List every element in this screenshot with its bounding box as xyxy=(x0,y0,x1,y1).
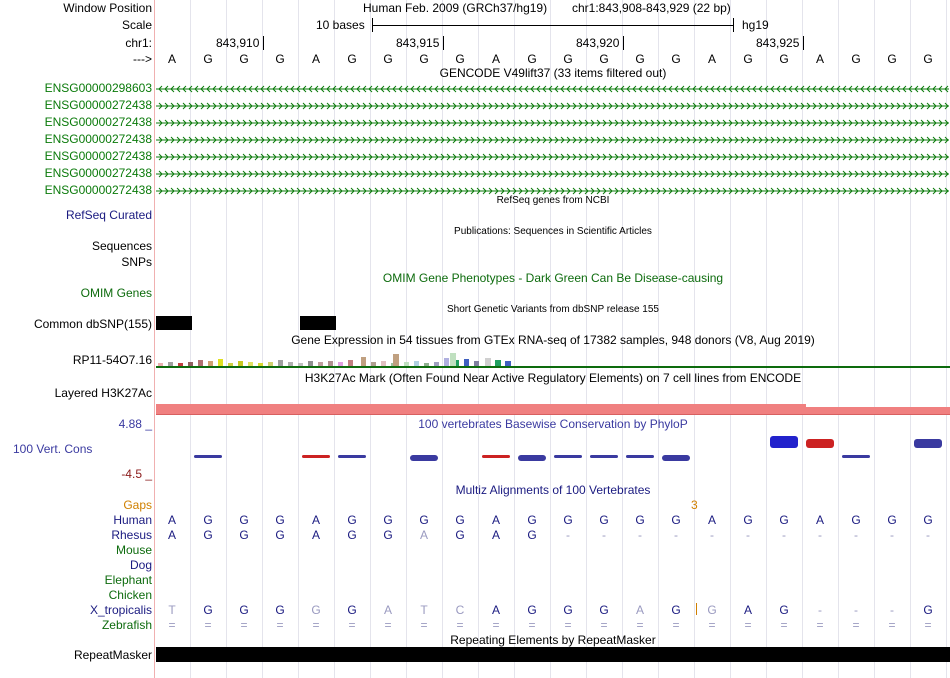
gtex-bar[interactable] xyxy=(485,358,491,366)
phylop-glyph xyxy=(626,455,654,458)
ruler-tick-label: 843,925 xyxy=(756,36,800,50)
alignment-base: G xyxy=(779,603,789,617)
phylop-glyph xyxy=(338,455,366,458)
alignment-base: - xyxy=(890,528,894,542)
phylop-track-title[interactable]: 100 vertebrates Basewise Conservation by PhyloP xyxy=(418,417,688,431)
base-letter: G xyxy=(779,52,789,66)
alignment-base: G xyxy=(563,603,573,617)
base-letter: G xyxy=(851,52,861,66)
gene-feature[interactable] xyxy=(156,151,949,161)
repeat-element[interactable] xyxy=(156,647,950,662)
alignment-base: G xyxy=(347,513,357,527)
alignment-base: = xyxy=(384,618,392,632)
alignment-base: = xyxy=(600,618,608,632)
phylop-glyph xyxy=(770,436,798,448)
gtex-bar[interactable] xyxy=(464,359,469,366)
species-label[interactable]: Dog xyxy=(129,558,152,572)
gene-feature[interactable] xyxy=(156,100,949,110)
alignment-base: = xyxy=(276,618,284,632)
gtex-bar[interactable] xyxy=(361,357,366,366)
gencode-track-title[interactable]: GENCODE V49lift37 (33 items filtered out) xyxy=(439,66,667,80)
alignment-base: = xyxy=(564,618,572,632)
gaps-label[interactable]: Gaps xyxy=(123,498,152,512)
alignment-base: - xyxy=(854,528,858,542)
alignment-base: G xyxy=(707,603,717,617)
insertion-marker xyxy=(696,603,697,615)
alignment-base: G xyxy=(347,528,357,542)
gene-feature[interactable] xyxy=(156,134,949,144)
alignment-base: T xyxy=(420,603,428,617)
ruler-tick-label: 843,910 xyxy=(216,36,260,50)
alignment-base: G xyxy=(563,513,573,527)
species-label[interactable]: Zebrafish xyxy=(101,618,152,632)
gtex-bar[interactable] xyxy=(444,358,449,366)
base-letter: G xyxy=(275,52,285,66)
species-label[interactable]: Chicken xyxy=(108,588,152,602)
refseq-label[interactable]: RefSeq Curated xyxy=(65,208,152,222)
repeat-track-title[interactable]: Repeating Elements by RepeatMasker xyxy=(450,633,656,647)
species-label[interactable]: Elephant xyxy=(104,573,152,587)
alignment-base: G xyxy=(851,513,861,527)
alignment-base: = xyxy=(672,618,680,632)
h3k27ac-signal xyxy=(156,404,806,414)
window-position-value[interactable]: chr1:843,908-843,929 (22 bp) xyxy=(572,1,731,15)
alignment-base: A xyxy=(311,513,320,527)
alignment-base: = xyxy=(240,618,248,632)
base-letter: A xyxy=(707,52,716,66)
alignment-base: G xyxy=(527,513,537,527)
gene-label[interactable]: ENSG00000272438 xyxy=(44,115,152,129)
gtex-bar[interactable] xyxy=(450,353,456,366)
phylop-glyph xyxy=(662,455,690,461)
alignment-base: A xyxy=(743,603,752,617)
base-letter: A xyxy=(815,52,824,66)
alignment-base: = xyxy=(204,618,212,632)
h3k27ac-baseline xyxy=(156,414,950,415)
gene-label[interactable]: ENSG00000272438 xyxy=(44,149,152,163)
base-letter: G xyxy=(599,52,609,66)
alignment-base: A xyxy=(491,603,500,617)
ruler-tick xyxy=(443,36,444,50)
gtex-gene-label[interactable]: RP11-54O7.16 xyxy=(72,353,152,367)
ruler-tick xyxy=(623,36,624,50)
phylop-glyph xyxy=(518,455,546,461)
alignment-base: G xyxy=(203,513,213,527)
base-letter: G xyxy=(635,52,645,66)
base-letter: G xyxy=(347,52,357,66)
alignment-base: G xyxy=(743,513,753,527)
alignment-base: = xyxy=(420,618,428,632)
alignment-base: G xyxy=(203,528,213,542)
common-dbsnp-label[interactable]: Common dbSNP(155) xyxy=(33,317,152,331)
alignment-base: = xyxy=(924,618,932,632)
publications-track-title[interactable]: Publications: Sequences in Scientific Articles xyxy=(454,226,652,237)
gene-label[interactable]: ENSG00000272438 xyxy=(44,132,152,146)
alignment-base: A xyxy=(815,513,824,527)
phylop-glyph xyxy=(482,455,510,458)
gtex-bar[interactable] xyxy=(218,359,223,366)
alignment-base: - xyxy=(602,528,606,542)
omim-label[interactable]: OMIM Genes xyxy=(80,286,152,300)
alignment-base: A xyxy=(707,513,716,527)
alignment-base: = xyxy=(780,618,788,632)
alignment-base: G xyxy=(527,603,537,617)
phylop-max: 4.88 _ xyxy=(118,417,152,431)
phylop-glyph xyxy=(806,439,834,448)
alignment-base: = xyxy=(708,618,716,632)
base-letter: G xyxy=(887,52,897,66)
sequences-label[interactable]: Sequences xyxy=(91,239,152,253)
alignment-base: T xyxy=(168,603,176,617)
phylop-glyph xyxy=(554,455,582,458)
phylop-min: -4.5 _ xyxy=(121,467,152,481)
alignment-base: G xyxy=(275,513,285,527)
alignment-base: = xyxy=(456,618,464,632)
scale-bar xyxy=(372,25,734,26)
alignment-base: = xyxy=(168,618,176,632)
phylop-glyph xyxy=(590,455,618,458)
alignment-base: A xyxy=(311,528,320,542)
species-label[interactable]: Human xyxy=(113,513,152,527)
alignment-base: = xyxy=(816,618,824,632)
alignment-base: G xyxy=(887,513,897,527)
alignment-base: G xyxy=(347,603,357,617)
gene-label[interactable]: ENSG00000272438 xyxy=(44,98,152,112)
phylop-glyph xyxy=(914,439,942,448)
alignment-base: - xyxy=(710,528,714,542)
alignment-base: A xyxy=(167,513,176,527)
base-letter: A xyxy=(311,52,320,66)
h3k27ac-label[interactable]: Layered H3K27Ac xyxy=(54,386,152,400)
gtex-gene-line xyxy=(156,366,950,368)
phylop-glyph xyxy=(410,455,438,461)
base-letter: G xyxy=(743,52,753,66)
alignment-base: G xyxy=(671,603,681,617)
scale-bar-right xyxy=(733,18,734,32)
ruler-tick xyxy=(803,36,804,50)
alignment-base: G xyxy=(599,513,609,527)
gtex-track-title[interactable]: Gene Expression in 54 tissues from GTEx RNA-seq of 17382 samples, 948 donors (V8, Aug 2019) xyxy=(291,333,815,347)
gene-feature[interactable] xyxy=(156,117,949,127)
multiz-track-title[interactable]: Multiz Alignments of 100 Vertebrates xyxy=(455,483,651,497)
snp-feature[interactable] xyxy=(156,316,192,330)
chrom-label: chr1: xyxy=(125,36,152,50)
alignment-base: - xyxy=(854,603,858,617)
scale-db: hg19 xyxy=(742,18,769,32)
refseq-track-title[interactable]: RefSeq genes from NCBI xyxy=(496,195,610,206)
gene-feature[interactable] xyxy=(156,168,949,178)
alignment-base: G xyxy=(275,603,285,617)
alignment-base: = xyxy=(348,618,356,632)
base-letter: G xyxy=(923,52,933,66)
base-letter: G xyxy=(563,52,573,66)
alignment-base: G xyxy=(383,528,393,542)
alignment-base: = xyxy=(312,618,320,632)
strand-arrow[interactable]: ---> xyxy=(133,52,152,66)
alignment-base: - xyxy=(566,528,570,542)
alignment-base: G xyxy=(239,513,249,527)
repeatmasker-label[interactable]: RepeatMasker xyxy=(73,648,152,662)
snps-label[interactable]: SNPs xyxy=(121,255,152,269)
dbsnp-track-title[interactable]: Short Genetic Variants from dbSNP release 155 xyxy=(447,304,659,315)
species-label[interactable]: Mouse xyxy=(115,543,152,557)
alignment-base: - xyxy=(674,528,678,542)
alignment-base: G xyxy=(419,513,429,527)
alignment-base: - xyxy=(926,528,930,542)
base-letter: G xyxy=(455,52,465,66)
alignment-base: G xyxy=(779,513,789,527)
gene-feature[interactable] xyxy=(156,83,949,93)
gtex-bar[interactable] xyxy=(393,354,399,366)
alignment-base: G xyxy=(239,528,249,542)
phylop-glyph xyxy=(842,455,870,458)
phylop-label[interactable]: 100 Vert. Cons xyxy=(13,442,93,456)
species-label[interactable]: X_tropicalis xyxy=(89,603,152,617)
alignment-base: G xyxy=(383,513,393,527)
alignment-base: G xyxy=(599,603,609,617)
base-letter: G xyxy=(203,52,213,66)
alignment-base: A xyxy=(167,528,176,542)
omim-track-title[interactable]: OMIM Gene Phenotypes - Dark Green Can Be Disease-causing xyxy=(382,271,724,285)
alignment-base: G xyxy=(635,513,645,527)
alignment-base: - xyxy=(890,603,894,617)
alignment-base: G xyxy=(239,603,249,617)
alignment-base: A xyxy=(491,528,500,542)
alignment-base: - xyxy=(746,528,750,542)
scale-text: 10 bases xyxy=(316,18,365,32)
h3k27ac-signal xyxy=(806,407,950,414)
alignment-base: = xyxy=(492,618,500,632)
gene-label[interactable]: ENSG00000272438 xyxy=(44,183,152,197)
alignment-base: = xyxy=(888,618,896,632)
alignment-base: - xyxy=(782,528,786,542)
base-letter: G xyxy=(419,52,429,66)
alignment-base: G xyxy=(455,528,465,542)
gene-label[interactable]: ENSG00000298603 xyxy=(44,81,152,95)
gene-label[interactable]: ENSG00000272438 xyxy=(44,166,152,180)
base-letter: G xyxy=(527,52,537,66)
scale-label: Scale xyxy=(121,18,152,32)
h3k27ac-track-title[interactable]: H3K27Ac Mark (Often Found Near Active Regulatory Elements) on 7 cell lines from ENCODE xyxy=(304,371,802,385)
phylop-glyph xyxy=(194,455,222,458)
alignment-base: = xyxy=(636,618,644,632)
alignment-base: G xyxy=(311,603,321,617)
phylop-glyph xyxy=(302,455,330,458)
alignment-base: A xyxy=(491,513,500,527)
ruler-tick-label: 843,920 xyxy=(576,36,620,50)
window-position-label: Window Position xyxy=(63,1,152,15)
alignment-base: = xyxy=(744,618,752,632)
alignment-base: G xyxy=(671,513,681,527)
base-letter: G xyxy=(671,52,681,66)
alignment-base: A xyxy=(419,528,428,542)
alignment-base: G xyxy=(527,528,537,542)
alignment-base: G xyxy=(203,603,213,617)
alignment-base: - xyxy=(818,603,822,617)
species-label[interactable]: Rhesus xyxy=(111,528,152,542)
base-letter: A xyxy=(167,52,176,66)
base-letter: G xyxy=(383,52,393,66)
base-letter: A xyxy=(491,52,500,66)
alignment-base: = xyxy=(528,618,536,632)
alignment-base: G xyxy=(275,528,285,542)
alignment-base: G xyxy=(455,513,465,527)
alignment-base: G xyxy=(923,603,933,617)
alignment-base: - xyxy=(818,528,822,542)
gap-count: 3 xyxy=(691,498,698,512)
alignment-base: A xyxy=(635,603,644,617)
alignment-base: A xyxy=(383,603,392,617)
assembly-name: Human Feb. 2009 (GRCh37/hg19) xyxy=(363,1,548,15)
alignment-base: C xyxy=(455,603,465,617)
alignment-base: = xyxy=(852,618,860,632)
snp-feature[interactable] xyxy=(300,316,336,330)
alignment-base: G xyxy=(923,513,933,527)
ruler-tick-label: 843,915 xyxy=(396,36,440,50)
base-letter: G xyxy=(239,52,249,66)
label-separator xyxy=(154,0,155,678)
alignment-base: - xyxy=(638,528,642,542)
ruler-tick xyxy=(263,36,264,50)
